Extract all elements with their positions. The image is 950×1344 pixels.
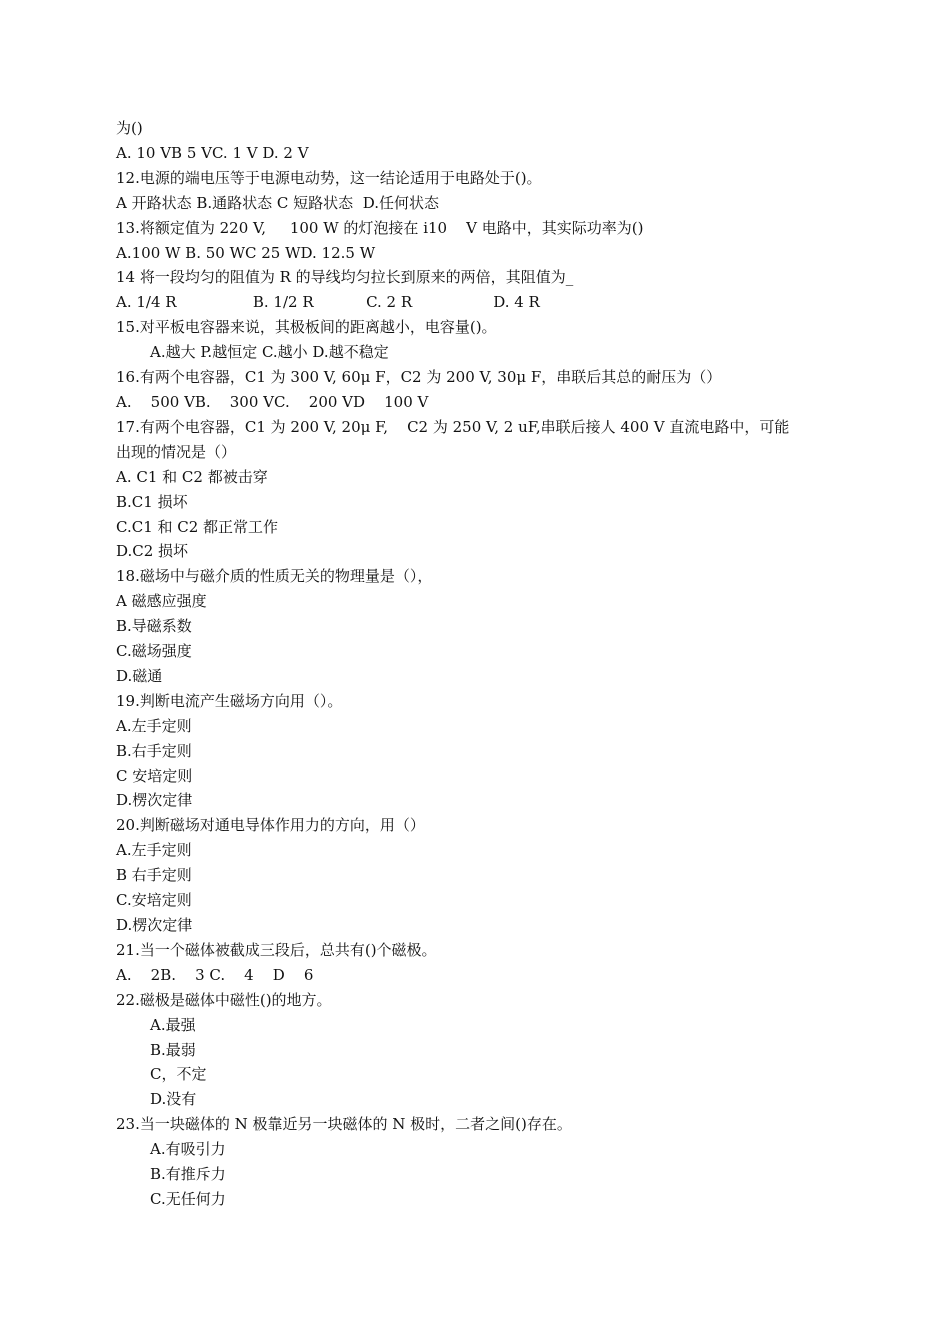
text-line: A. 2B. 3 C. 4 D 6	[116, 965, 314, 984]
text-line: 为()	[116, 119, 143, 137]
text-line: C，不定	[150, 1065, 207, 1084]
text-line: 13.将额定值为 220 V, 100 W 的灯泡接在 i10 V 电路中，其实际功率为()	[116, 218, 644, 237]
text-line: B.有推斥力	[150, 1165, 226, 1184]
text-line: 16.有两个电容器，C1 为 300 V, 60μ F，C2 为 200 V, 30μ F，串联后其总的耐压为（）	[116, 368, 722, 387]
text-line: 23.当一块磁体的 N 极靠近另一块磁体的 N 极时，二者之间()存在。	[116, 1115, 572, 1134]
text-line: 21.当一个磁体被截成三段后，总共有()个磁极。	[116, 940, 437, 959]
text-line: 12.电源的端电压等于电源电动势，这一结论适用于电路处于()。	[116, 168, 542, 187]
text-line: A 开路状态 B.通路状态 C 短路状态 D.任何状态	[116, 193, 439, 212]
text-line: 18.磁场中与磁介质的性质无关的物理量是（），	[116, 567, 433, 586]
text-line: A. 1/4 R B. 1/2 R C. 2 R D. 4 R	[116, 293, 540, 312]
text-line: 22.磁极是磁体中磁性()的地方。	[116, 990, 332, 1009]
text-line: B.C1 损坏	[116, 492, 188, 511]
text-line: A.有吸引力	[150, 1140, 226, 1159]
text-line: 14 将一段均匀的阻值为 R 的导线均匀拉长到原来的两倍，其阻值为_	[116, 268, 574, 287]
text-line: 出现的情况是（）	[116, 442, 237, 461]
text-line: C 安培定则	[116, 766, 193, 785]
text-line: B.右手定则	[116, 741, 192, 760]
text-line: D.楞次定律	[116, 791, 193, 810]
text-line: A.左手定则	[116, 841, 192, 860]
text-line: B 右手定则	[116, 866, 192, 885]
text-line: C.磁场强度	[116, 642, 192, 661]
question-list	[116, 116, 836, 1212]
text-line: B.导磁系数	[116, 617, 192, 636]
text-line: D.C2 损坏	[116, 542, 189, 561]
text-line: 15.对平板电容器来说，其极板间的距离越小，电容量()。	[116, 318, 497, 337]
text-line: D.楞次定律	[116, 916, 193, 934]
text-line: D.磁通	[116, 666, 163, 685]
text-line: B.最弱	[150, 1040, 196, 1059]
text-line: C.安培定则	[116, 891, 192, 910]
text-line: 19.判断电流产生磁场方向用（）。	[116, 691, 343, 710]
text-line: D.没有	[150, 1090, 197, 1109]
text-line: 17.有两个电容器，C1 为 200 V, 20μ F, C2 为 250 V, 2 uF,串联后接人 400 V 直流电路中，可能	[116, 417, 790, 436]
text-line: A.左手定则	[116, 716, 192, 735]
text-line: A. C1 和 C2 都被击穿	[116, 467, 268, 486]
text-line: A.100 W B. 50 WC 25 WD. 12.5 W	[116, 243, 376, 262]
text-line: A 磁感应强度	[116, 592, 207, 611]
text-line: A. 500 VB. 300 VC. 200 VD 100 V	[116, 392, 429, 411]
text-line: A. 10 VB 5 VC. 1 V D. 2 V	[116, 143, 309, 162]
text-line: C.无任何力	[150, 1189, 226, 1208]
text-line: A.越大 P.越恒定 C.越小 D.越不稳定	[150, 343, 389, 362]
text-line: A.最强	[150, 1015, 196, 1034]
text-line: C.C1 和 C2 都正常工作	[116, 517, 279, 536]
text-line: 20.判断磁场对通电导体作用力的方向，用（）	[116, 816, 425, 835]
